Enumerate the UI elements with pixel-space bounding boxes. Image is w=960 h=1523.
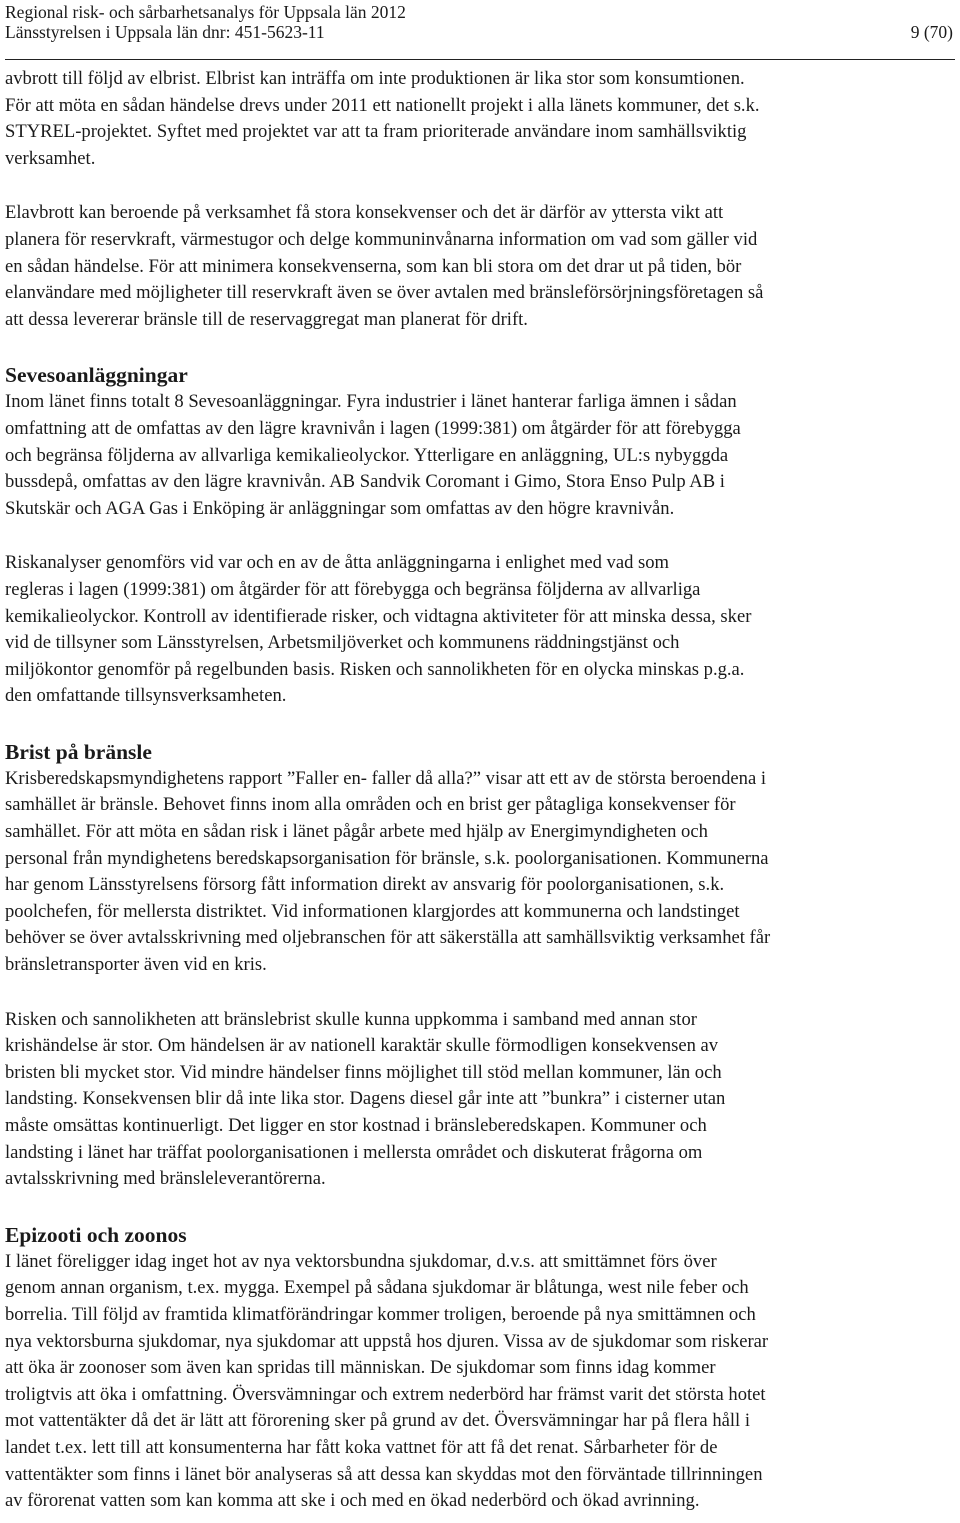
page-header — [5, 0, 955, 60]
heading-brist-pa-bransle: Brist på bränsle — [5, 739, 152, 764]
paragraph-bransle-2: Risken och sannolikheten att bränslebrist skulle kunna uppkomma i samband med annan stor krishändelse är stor. Om händelsen är av nationell karaktär skulle förmodligen konsekvensen av bristen bli mycket stor. Vid mindre händelser finns möjlighet till stöd mellan kommuner, län och landsting. Konsekvensen blir då inte lika stor. Dagens diesel går inte att ”bunkra” i cisterner utan måste omsättas kontinuerligt. Det ligger en stor kostnad i bränsleberedskapen. Kommuner och landsting i länet har träffat poolorganisationen i mellersta området och diskuterat frågorna om avtalsskrivning med bränsleleverantörerna. — [5, 1008, 726, 1190]
paragraph-seveso-2: Riskanalyser genomförs vid var och en av de åtta anläggningarna i enlighet med vad som regleras i lagen (1999:381) om åtgärder för att förebygga och begränsa följderna av allvarliga kemikalieolyckor. Kontroll av identifierade risker, och vidtagna aktiviteter för att minska dessa, sker vid de tillsyner som Länsstyrelsen, Arbetsmiljöverket och kommunens räddningstjänst och miljökontor genomför på regelbunden basis. Risken och sannolikheten för en olycka minskas p.g.a. den omfattande tillsynsverksamheten. — [5, 552, 752, 707]
header-subtitle: Länsstyrelsen i Uppsala län dnr: 451-5623-11 — [5, 22, 325, 42]
paragraph-elavbrott: Elavbrott kan beroende på verksamhet få stora konsekvenser och det är därför av yttersta vikt att planera för reservkraft, värmestugor och delge kommuninvånarna information om vad som gäller vid en sådan händelse. För att minimera konsekvenserna, som kan bli stora om det drar ut på tiden, bör elanvändare med möjligheter till reservkraft även se över avtalen med bränsleförsörjningsföretagen så att dessa levererar bränsle till de reservaggregat man planerat för drift. — [5, 202, 764, 330]
page-content — [5, 60, 955, 1515]
heading-sevesoanlaggningar: Sevesoanläggningar — [5, 363, 188, 388]
paragraph-seveso-1: Inom länet finns totalt 8 Sevesoanläggningar. Fyra industrier i länet hanterar farliga ämnen i sådan omfattning att de omfattas av den lägre kravnivån i lagen (1999:381) om åtgärder för att förebygga och begränsa följderna av allvarliga kemikalieolyckor. Ytterligare en anläggning, UL:s nybyggda bussdepå, omfattas av den lägre kravnivån. AB Sandvik Coromant i Gimo, Stora Enso Pulp AB i Skutskär och AGA Gas i Enköping är anläggningar som omfattas av den högre kravnivån. — [5, 391, 741, 519]
paragraph-bransle-1: Krisberedskapsmyndighetens rapport ”Faller en- faller då alla?” visar att ett av de största beroendena i samhället är bränsle. Behovet finns inom alla områden och en brist ger påtagliga konsekvenser för samhället. För att möta en sådan risk i länet pågår arbete med hjälp av Energimyndigheten och personal från myndighetens beredskapsorganisation för bränsle, s.k. poolorganisationen. Kommunerna har genom Länsstyrelsens försorg fått information direkt av ansvarig för poolorganisationen, s.k. poolchefen, för mellersta distriktet. Vid informationen klargjordes att kommunerna och landstinget behöver se över avtalsskrivning med oljebranschen för att säkerställa att samhällsviktig verksamhet får bränsletransporter även vid en kris. — [5, 767, 771, 976]
paragraph-elbrist: avbrott till följd av elbrist. Elbrist kan inträffa om inte produktionen är lika stor som konsumtionen. För att möta en sådan händelse drevs under 2011 ett nationellt projekt i alla länets kommuner, det s.k. STYREL-projektet. Syftet med projektet var att ta fram prioriterade användare inom samhällsviktig verksamhet. — [5, 68, 760, 169]
page-number: 9 (70) — [910, 22, 953, 42]
paragraph-epizooti: I länet föreligger idag inget hot av nya vektorsbundna sjukdomar, d.v.s. att smittämnet förs över genom annan organism, t.ex. mygga. Exempel på sådana sjukdomar är blåtunga, west nile feber och borrelia. Till följd av framtida klimatförändringar kommer troligen, beroende på nya smittämnen och nya vektorsburna sjukdomar, nya sjukdomar att uppstå hos djuren. Vissa av de sjukdomar som riskerar att öka är zoonoser som även kan spridas till människan. De sjukdomar som finns idag kommer troligtvis att öka i omfattning. Översvämningar och extrem nederbörd har främst varit det största hotet mot vattentäkter då det är lätt att förorening sker på grund av det. Översvämningar har på flera håll i landet t.ex. lett till att konsumenterna har fått koka vattnet för att få det renat. Sårbarheter för de vattentäkter som finns i länet bör analyseras så att dessa kan skyddas mot den förväntade tillrinningen av förorenat vatten som kan komma att ske i och med en ökad nederbörd och ökad avrinning. — [5, 1250, 769, 1512]
header-title: Regional risk- och sårbarhetsanalys för Uppsala län 2012 — [5, 2, 406, 22]
heading-epizooti-och-zoonos: Epizooti och zoonos — [5, 1222, 187, 1247]
